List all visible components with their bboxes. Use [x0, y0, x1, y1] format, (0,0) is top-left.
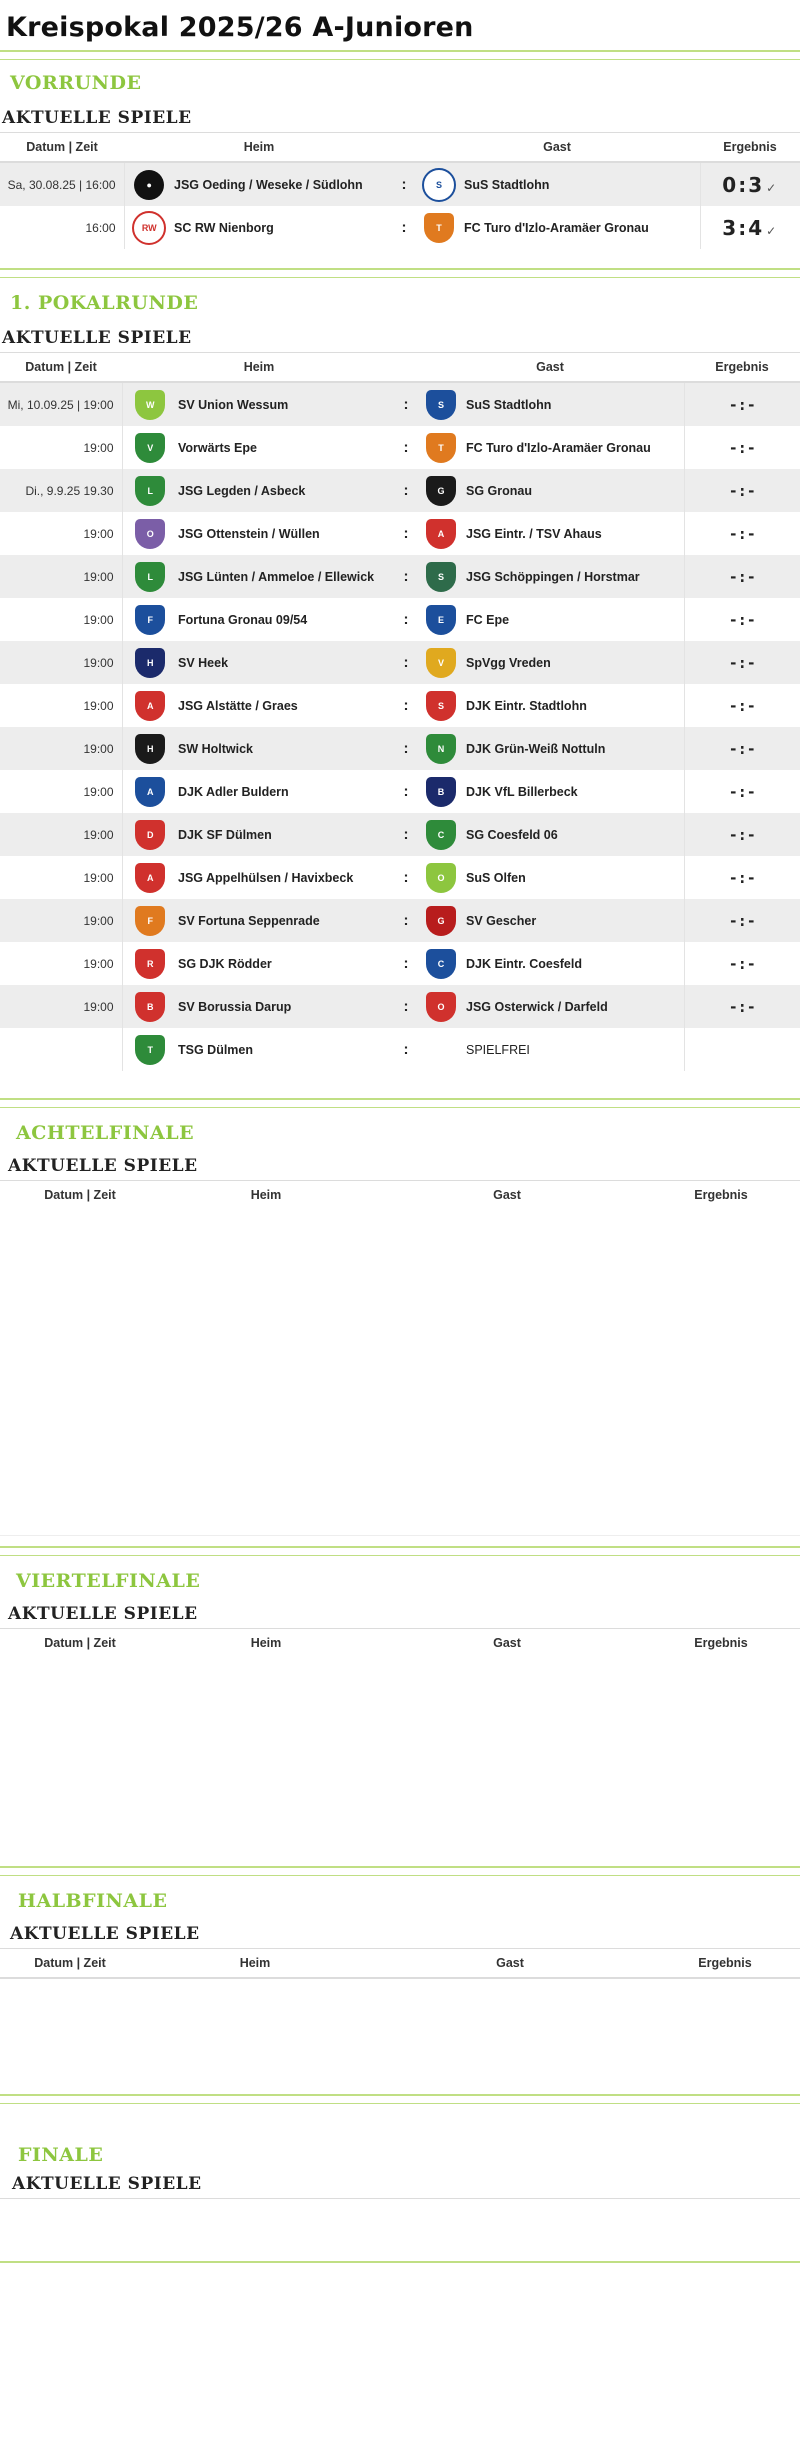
game-result[interactable]: -:- — [684, 813, 800, 856]
oeding-crest-icon: ● — [134, 170, 164, 200]
game-result[interactable]: -:- — [684, 555, 800, 598]
game-result[interactable]: -:- — [684, 512, 800, 555]
section-subtitle: AKTUELLE SPIELE — [0, 1152, 800, 1181]
game-date: 19:00 — [0, 942, 122, 985]
colon-separator: : — [401, 219, 407, 236]
col-home: Heim — [250, 1636, 282, 1650]
col-result: Ergebnis — [700, 133, 800, 163]
game-date: 19:00 — [0, 684, 122, 727]
colon-separator: : — [396, 382, 416, 426]
guest-crest-icon: S — [426, 562, 456, 592]
home-crest-icon: V — [135, 433, 165, 463]
guest-team[interactable]: SuS Olfen — [466, 870, 526, 885]
guest-team[interactable]: FC Turo d'Izlo-Aramäer Gronau — [464, 220, 649, 235]
check-icon: ✓ — [766, 223, 779, 238]
guest-crest-icon: C — [426, 949, 456, 979]
guest-team[interactable]: DJK Grün-Weiß Nottuln — [466, 727, 684, 770]
home-team[interactable]: SV Fortuna Seppenrade — [178, 899, 396, 942]
game-row[interactable] — [0, 942, 800, 985]
home-team[interactable]: SV Heek — [178, 641, 396, 684]
game-date: 19:00 — [0, 512, 122, 555]
game-row[interactable] — [0, 162, 800, 206]
game-date: 19:00 — [0, 641, 122, 684]
game-row[interactable] — [0, 985, 800, 1028]
home-crest-icon: D — [135, 820, 165, 850]
game-row[interactable] — [0, 1028, 800, 1071]
guest-team: SPIELFREI — [466, 1028, 684, 1071]
section-title: HALBFINALE — [18, 1890, 168, 1912]
colon-separator: : — [403, 955, 409, 972]
game-row[interactable] — [0, 856, 800, 899]
game-date: Sa, 30.08.25 | 16:00 — [0, 162, 124, 206]
games-table — [0, 132, 800, 249]
colon-separator: : — [403, 439, 409, 456]
col-guest: Gast — [414, 133, 700, 163]
guest-team[interactable]: SuS Stadtlohn — [464, 162, 700, 206]
game-result[interactable]: 0:3 ✓ — [700, 162, 800, 206]
colon-separator: : — [403, 697, 409, 714]
game-date: 19:00 — [0, 555, 122, 598]
guest-team[interactable]: SG Gronau — [466, 469, 684, 512]
game-result[interactable]: -:- — [684, 684, 800, 727]
section-vorrunde — [0, 50, 800, 249]
home-team[interactable]: JSG Alstätte / Graes — [178, 698, 298, 713]
col-result: Ergebnis — [650, 1949, 800, 1979]
empty-games-area — [0, 1209, 800, 1536]
col-home: Heim — [124, 133, 394, 163]
game-date: 19:00 — [0, 598, 122, 641]
guest-crest-icon: S — [426, 691, 456, 721]
game-result[interactable]: -:- — [684, 641, 800, 684]
colon-separator: : — [396, 899, 416, 942]
game-row[interactable] — [0, 426, 800, 469]
nienborg-crest-icon: RW — [132, 211, 166, 245]
games-table — [0, 1629, 800, 1657]
colon-separator: : — [394, 162, 414, 206]
game-date: Di., 9.9.25 19.30 — [0, 469, 122, 512]
col-result: Ergebnis — [684, 353, 800, 383]
home-crest-icon: B — [135, 992, 165, 1022]
game-result[interactable]: -:- — [684, 598, 800, 641]
game-result[interactable] — [684, 1028, 800, 1071]
home-team[interactable]: SW Holtwick — [178, 727, 396, 770]
col-home: Heim — [122, 353, 396, 383]
guest-crest-icon: O — [426, 992, 456, 1022]
guest-team[interactable]: JSG Eintr. / TSV Ahaus — [466, 526, 602, 541]
section-divider — [0, 268, 800, 278]
game-row[interactable] — [0, 469, 800, 512]
colon-separator: : — [396, 813, 416, 856]
col-result: Ergebnis — [694, 1188, 748, 1202]
guest-team[interactable]: SG Coesfeld 06 — [466, 813, 684, 856]
guest-crest-icon: A — [426, 519, 456, 549]
game-result[interactable]: -:- — [684, 727, 800, 770]
game-row[interactable] — [0, 206, 800, 249]
col-guest: Gast — [370, 1949, 650, 1979]
game-result[interactable]: 3:4 ✓ — [700, 206, 800, 249]
page-title: Kreispokal 2025/26 A-Junioren — [6, 12, 474, 43]
col-home: Heim — [140, 1949, 370, 1979]
guest-team[interactable]: FC Epe — [466, 612, 510, 627]
colon-separator: : — [396, 727, 416, 770]
colon-separator: : — [396, 469, 416, 512]
colon-separator: : — [396, 985, 416, 1028]
home-crest-icon: A — [135, 777, 165, 807]
game-row[interactable] — [0, 899, 800, 942]
home-crest-icon: L — [135, 476, 165, 506]
colon-separator: : — [396, 641, 416, 684]
check-icon: ✓ — [766, 180, 779, 195]
home-crest-icon: A — [135, 691, 165, 721]
colon-separator: : — [396, 1028, 416, 1071]
col-date: Datum | Zeit — [0, 133, 124, 163]
home-crest-icon: F — [135, 906, 165, 936]
game-date: 19:00 — [0, 813, 122, 856]
game-row[interactable] — [0, 770, 800, 813]
game-result[interactable]: -:- — [684, 899, 800, 942]
guest-crest-icon: G — [426, 906, 456, 936]
home-crest-icon: L — [135, 562, 165, 592]
colon-separator: : — [403, 525, 409, 542]
section-title: VIERTELFINALE — [16, 1570, 201, 1592]
guest-team[interactable]: SpVgg Vreden — [466, 641, 684, 684]
guest-team[interactable]: DJK VfL Billerbeck — [466, 784, 578, 799]
home-team[interactable]: Fortuna Gronau 09/54 — [178, 612, 308, 627]
section-subtitle: AKTUELLE SPIELE — [0, 1600, 800, 1629]
home-team[interactable]: JSG Legden / Asbeck — [178, 469, 396, 512]
guest-crest-icon: S — [426, 390, 456, 420]
home-team[interactable]: DJK SF Dülmen — [178, 813, 396, 856]
section-divider — [0, 1546, 800, 1556]
col-date: Datum | Zeit — [0, 1949, 140, 1979]
colon-separator: : — [403, 783, 409, 800]
section-title: FINALE — [18, 2144, 104, 2166]
home-crest-icon: R — [135, 949, 165, 979]
section-viertelfinale — [0, 1546, 800, 1657]
home-team[interactable]: SG DJK Rödder — [178, 956, 272, 971]
game-date: 19:00 — [0, 426, 122, 469]
home-team[interactable]: SV Union Wessum — [178, 382, 396, 426]
guest-team[interactable]: FC Turo d'Izlo-Aramäer Gronau — [466, 440, 651, 455]
section-title: ACHTELFINALE — [16, 1122, 195, 1144]
guest-team[interactable]: SV Gescher — [466, 899, 684, 942]
section-divider — [0, 2094, 800, 2104]
section-divider — [0, 2261, 800, 2265]
home-team[interactable]: DJK Adler Buldern — [178, 784, 289, 799]
colon-separator: : — [403, 611, 409, 628]
game-row[interactable] — [0, 684, 800, 727]
section-divider — [0, 1866, 800, 1876]
col-guest: Gast — [493, 1188, 521, 1202]
col-date: Datum | Zeit — [44, 1636, 116, 1650]
section-title: 1. POKALRUNDE — [10, 292, 199, 314]
game-result[interactable]: -:- — [684, 856, 800, 899]
games-table — [0, 1948, 800, 1979]
guest-crest-icon: B — [426, 777, 456, 807]
home-team[interactable]: TSG Dülmen — [178, 1028, 396, 1071]
guest-crest-icon: C — [426, 820, 456, 850]
game-row[interactable] — [0, 813, 800, 856]
section-achtelfinale — [0, 1098, 800, 1536]
home-team[interactable]: JSG Lünten / Ammeloe / Ellewick — [178, 555, 396, 598]
game-row[interactable] — [0, 555, 800, 598]
home-crest-icon: T — [135, 1035, 165, 1065]
stadtlohn-crest-icon: S — [422, 168, 456, 202]
game-result[interactable]: -:- — [684, 942, 800, 985]
guest-team[interactable]: DJK Eintr. Stadtlohn — [466, 698, 587, 713]
home-crest-icon: F — [135, 605, 165, 635]
colon-separator: : — [403, 869, 409, 886]
home-crest-icon: H — [135, 648, 165, 678]
colon-separator: : — [396, 555, 416, 598]
home-team[interactable]: SV Borussia Darup — [178, 985, 396, 1028]
col-result: Ergebnis — [694, 1636, 748, 1650]
col-guest: Gast — [493, 1636, 521, 1650]
home-team[interactable]: JSG Ottenstein / Wüllen — [178, 526, 320, 541]
guest-crest-icon: N — [426, 734, 456, 764]
game-row[interactable] — [0, 382, 800, 426]
section-subtitle: AKTUELLE SPIELE — [10, 1924, 200, 1944]
guest-team[interactable]: SuS Stadtlohn — [466, 382, 684, 426]
home-crest-icon: W — [135, 390, 165, 420]
home-crest-icon: O — [135, 519, 165, 549]
guest-crest-icon: E — [426, 605, 456, 635]
home-team[interactable]: JSG Appelhülsen / Havixbeck — [178, 870, 354, 885]
game-row[interactable] — [0, 598, 800, 641]
game-date: 16:00 — [0, 206, 124, 249]
guest-crest-icon: V — [426, 648, 456, 678]
game-row[interactable] — [0, 512, 800, 555]
game-result[interactable]: -:- — [684, 469, 800, 512]
guest-crest-icon: O — [426, 863, 456, 893]
col-home: Heim — [250, 1188, 282, 1202]
home-team[interactable]: Vorwärts Epe — [178, 440, 257, 455]
section-divider — [0, 50, 800, 60]
section-title: VORRUNDE — [10, 72, 142, 94]
games-table — [0, 352, 800, 1071]
section-subtitle: AKTUELLE SPIELE — [0, 2174, 800, 2199]
section-divider — [0, 1098, 800, 1108]
game-result[interactable]: -:- — [684, 382, 800, 426]
game-result[interactable]: -:- — [684, 985, 800, 1028]
col-date: Datum | Zeit — [0, 353, 122, 383]
game-date: 19:00 — [0, 770, 122, 813]
game-result[interactable]: -:- — [684, 426, 800, 469]
games-table — [0, 1181, 800, 1209]
section-pokalrunde — [0, 268, 800, 1071]
game-date: 19:00 — [0, 856, 122, 899]
game-date: 19:00 — [0, 727, 122, 770]
section-halbfinale — [0, 1866, 800, 1979]
home-crest-icon: H — [135, 734, 165, 764]
game-date — [0, 1028, 122, 1071]
game-row[interactable] — [0, 641, 800, 684]
section-subtitle: AKTUELLE SPIELE — [2, 328, 192, 348]
col-guest: Gast — [416, 353, 684, 383]
home-team[interactable]: SC RW Nienborg — [174, 220, 274, 235]
game-result[interactable]: -:- — [684, 770, 800, 813]
turo-crest-icon: T — [424, 213, 454, 243]
game-row[interactable] — [0, 727, 800, 770]
guest-team[interactable]: JSG Schöppingen / Horstmar — [466, 555, 684, 598]
home-team[interactable]: JSG Oeding / Weseke / Südlohn — [174, 162, 394, 206]
home-crest-icon: A — [135, 863, 165, 893]
section-subtitle: AKTUELLE SPIELE — [2, 108, 192, 128]
guest-team[interactable]: DJK Eintr. Coesfeld — [466, 956, 582, 971]
section-finale — [0, 2094, 800, 2265]
guest-team[interactable]: JSG Osterwick / Darfeld — [466, 985, 684, 1028]
game-date: Mi, 10.09.25 | 19:00 — [0, 382, 122, 426]
guest-crest-icon: T — [426, 433, 456, 463]
guest-crest-icon: G — [426, 476, 456, 506]
game-date: 19:00 — [0, 985, 122, 1028]
col-date: Datum | Zeit — [44, 1188, 116, 1202]
game-date: 19:00 — [0, 899, 122, 942]
